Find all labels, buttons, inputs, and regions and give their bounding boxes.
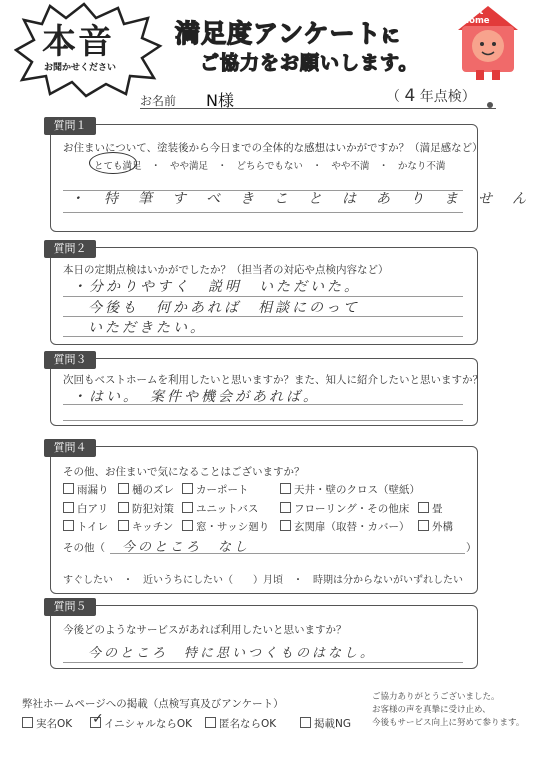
page-subtitle: ご協力をお願いします。 bbox=[200, 52, 419, 74]
inspection-open-paren: （ bbox=[386, 89, 400, 105]
footer-thanks-3: 今後もサービス向上に努めて参ります。 bbox=[372, 718, 525, 728]
check-mark-icon: ✓ bbox=[92, 711, 104, 727]
q4-option-toilet[interactable]: トイレ bbox=[63, 519, 108, 534]
q4-other-answer: 今のところ なし bbox=[122, 540, 251, 555]
footer-title: 弊社ホームページへの掲載（点検写真及びアンケート） bbox=[22, 698, 284, 710]
q4-option-kitchen[interactable]: キッチン bbox=[118, 519, 173, 534]
question-2-answer-2: 今後も 何かあれば 相談にのって bbox=[88, 300, 360, 316]
footer-option-real-name[interactable]: 実名OK bbox=[22, 716, 72, 731]
q1-answer-line-2 bbox=[63, 212, 463, 213]
q5-answer-line bbox=[63, 662, 463, 663]
question-5-answer: 今のところ 特に思いつくものはなし。 bbox=[88, 646, 377, 661]
question-4-text: その他、お住まいで気になることはございますか？ bbox=[63, 466, 305, 478]
footer-thanks-2: お客様の声を真摯に受け止め、 bbox=[372, 705, 491, 715]
question-2-answer-1: ・分かりやすく 説明 いただいた。 bbox=[72, 279, 361, 295]
q4-other-label: その他（ bbox=[63, 542, 105, 554]
q4-option-flooring[interactable]: フローリング・その他床 bbox=[280, 501, 409, 516]
question-2-text: 本日の定期点検はいかがでしたか？（担当者の対応や点検内容など） bbox=[63, 264, 389, 276]
question-4-label: 質問４ bbox=[44, 439, 96, 457]
title-suffix: に bbox=[381, 26, 401, 47]
q4-timing-options: すぐしたい ・ 近いうちにしたい（ ）月頃 ・ 時期は分からないがいずれしたい bbox=[63, 575, 463, 586]
question-2-answer-3: いただきたい。 bbox=[88, 320, 207, 336]
badge-title: 本音 bbox=[42, 22, 114, 62]
selected-option-circle bbox=[89, 152, 137, 174]
name-value: N様 bbox=[206, 91, 234, 110]
q4-option-bath[interactable]: ユニットバス bbox=[182, 501, 258, 516]
inspection-number: 4 bbox=[404, 86, 416, 106]
logo-text: Best Home bbox=[462, 7, 490, 26]
question-1-options: とても満足 ・ やや満足 ・ どちらでもない ・ やや不満 ・ かなり不満 bbox=[94, 161, 446, 172]
q4-option-entrance[interactable]: 玄関扉（取替・カバー） bbox=[280, 519, 410, 534]
q4-option-exterior[interactable]: 外構 bbox=[418, 519, 453, 534]
question-1-text: お住まいについて、塗装後から今日までの全体的な感想はいかがですか？（満足感など） bbox=[63, 142, 483, 154]
q4-other-close: ） bbox=[466, 542, 477, 554]
q4-option-gutter[interactable]: 樋のズレ bbox=[118, 482, 174, 497]
q4-option-tatami[interactable]: 畳 bbox=[418, 501, 443, 516]
name-label: お名前 bbox=[140, 94, 177, 108]
title-main: 満足度アンケート bbox=[175, 19, 382, 48]
q3-answer-line-2 bbox=[63, 420, 463, 421]
q4-option-carport[interactable]: カーポート bbox=[182, 482, 249, 497]
footer-option-anonymous[interactable]: 匿名ならOK bbox=[205, 716, 276, 731]
footer-thanks-1: ご協力ありがとうございました。 bbox=[372, 692, 500, 702]
question-3-text: 次回もベストホームを利用したいと思いますか？また、知人に紹介したいと思いますか？ bbox=[63, 374, 483, 386]
question-1-answer: ・ 特 筆 す べ き こ と は あ り ま せ ん bbox=[70, 191, 529, 207]
question-3-label: 質問３ bbox=[44, 351, 96, 369]
footer-option-no-publish[interactable]: 掲載NG bbox=[300, 716, 351, 731]
q4-option-termite[interactable]: 白アリ bbox=[63, 501, 108, 516]
name-dot bbox=[487, 102, 493, 108]
q4-option-wallpaper[interactable]: 天井・壁のクロス（壁紙） bbox=[280, 482, 420, 497]
question-1-label: 質問１ bbox=[44, 117, 96, 135]
q4-option-security[interactable]: 防犯対策 bbox=[118, 501, 174, 516]
q4-option-roof-leak[interactable]: 雨漏り bbox=[63, 482, 109, 497]
footer-thanks bbox=[372, 691, 524, 730]
question-5-label: 質問５ bbox=[44, 598, 96, 616]
inspection-label: 年点検） bbox=[419, 89, 476, 105]
question-3-answer: ・はい。 案件や機会があれば。 bbox=[72, 389, 320, 405]
question-5-text: 今後どのようなサービスがあれば利用したいと思いますか？ bbox=[63, 624, 347, 636]
q4-option-window[interactable]: 窓・サッシ廻り bbox=[182, 519, 269, 534]
page-title bbox=[175, 14, 401, 50]
footer-option-initials[interactable]: イニシャルならOK bbox=[90, 716, 192, 731]
question-2-label: 質問２ bbox=[44, 240, 96, 258]
inspection-year bbox=[386, 86, 476, 106]
badge-subtitle: お聞かせください bbox=[44, 63, 117, 73]
